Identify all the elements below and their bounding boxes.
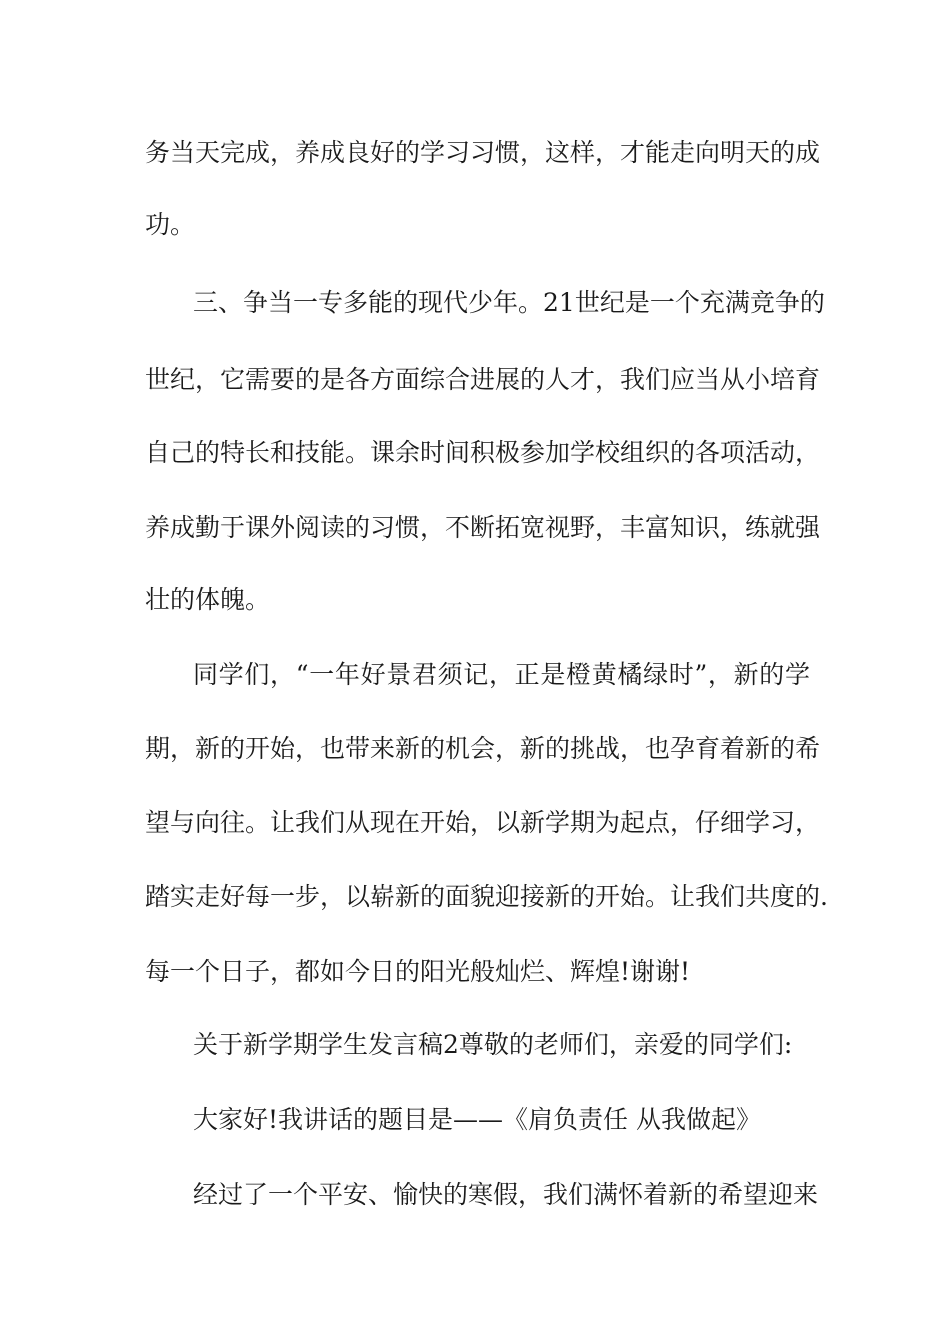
text-line: 关于新学期学生发言稿2尊敬的老师们，亲爱的同学们: xyxy=(193,1030,793,1059)
text-line: 功。 xyxy=(145,210,196,239)
text-line: 经过了一个平安、愉快的寒假，我们满怀着新的希望迎来 xyxy=(193,1180,819,1209)
text-line: 踏实走好每一步，以崭新的面貌迎接新的开始。让我们共度的. xyxy=(145,882,828,911)
text-line: 同学们，“一年好景君须记，正是橙黄橘绿时”，新的学 xyxy=(193,660,810,689)
text-line: 三、争当一专多能的现代少年。21世纪是一个充满竞争的 xyxy=(193,288,825,317)
text-line: 期，新的开始，也带来新的机会，新的挑战，也孕育着新的希 xyxy=(145,734,821,763)
text-line: 大家好!我讲话的题目是——《肩负责任 从我做起》 xyxy=(193,1105,761,1134)
text-line: 望与向往。让我们从现在开始，以新学期为起点，仔细学习， xyxy=(145,808,821,837)
text-line: 务当天完成，养成良好的学习习惯，这样，才能走向明天的成 xyxy=(145,138,821,167)
text-line: 每一个日子，都如今日的阳光般灿烂、辉煌!谢谢! xyxy=(145,957,691,986)
text-line: 壮的体魄。 xyxy=(145,585,271,614)
text-line: 世纪，它需要的是各方面综合进展的人才，我们应当从小培育 xyxy=(145,365,821,394)
text-line: 养成勤于课外阅读的习惯，不断拓宽视野，丰富知识，练就强 xyxy=(145,513,821,542)
text-line: 自己的特长和技能。课余时间积极参加学校组织的各项活动， xyxy=(145,438,821,467)
